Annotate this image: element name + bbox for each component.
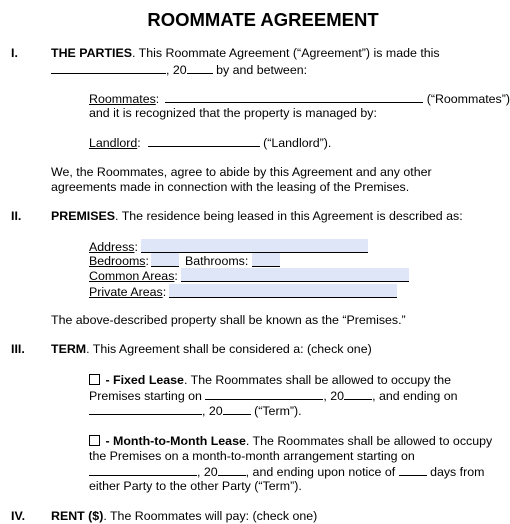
fixed-lease-checkbox[interactable] xyxy=(89,374,100,385)
roommates-suffix: (“Roommates”) xyxy=(423,92,510,106)
section-term-line xyxy=(51,342,372,357)
fixed-lease-title: Fixed Lease xyxy=(113,373,184,387)
bathrooms-label: Bathrooms: xyxy=(184,254,249,268)
fixed-start-text: Premises starting on xyxy=(89,389,206,403)
agreement-year-field[interactable] xyxy=(187,62,213,74)
term-intro-text: . This Agreement shall be considered a: (check one) xyxy=(86,342,372,356)
m2m-dash: - xyxy=(102,434,114,448)
premises-known-text: The above-described property shall be known as the “Premises.” xyxy=(51,313,406,327)
private-areas-line: Private Areas: xyxy=(89,284,397,300)
address-field[interactable] xyxy=(141,239,368,253)
rent-intro-text: . The Roommates will pay: (check one) xyxy=(103,509,318,523)
m2m-year-prefix: , 20 xyxy=(197,465,218,479)
section-parties-line1 xyxy=(51,46,440,61)
m2m-notice-days-field[interactable] xyxy=(399,464,427,476)
section-number-2: II. xyxy=(11,209,22,223)
section-parties-line2 xyxy=(51,62,307,78)
m2m-lease-line3 xyxy=(89,464,484,480)
fixed-start-year-field[interactable] xyxy=(344,388,372,400)
m2m-start-date-field[interactable] xyxy=(89,464,197,476)
m2m-year-field[interactable] xyxy=(218,464,246,476)
section-premises-line xyxy=(51,209,463,224)
section-number-3: III. xyxy=(11,342,25,356)
m2m-lease-line1 xyxy=(89,434,492,449)
fixed-ending-text: , and ending on xyxy=(372,389,458,403)
m2m-lease-line4: either Party to the other Party (“Term”). xyxy=(89,479,302,493)
m2m-notice-text: , and ending upon notice of xyxy=(245,465,399,479)
fixed-end-year-field[interactable] xyxy=(223,403,251,415)
roommates-line: Roommates: (“Roommates”) xyxy=(89,92,510,106)
section-number-1: I. xyxy=(11,46,18,60)
bathrooms-field[interactable] xyxy=(252,253,280,267)
landlord-line: Landlord: (“Landlord”). xyxy=(89,136,332,150)
fixed-end-date-field[interactable] xyxy=(89,403,202,415)
section-heading-parties: THE PARTIES xyxy=(51,46,133,60)
common-areas-field[interactable] xyxy=(181,268,409,282)
m2m-days-from-text: days from xyxy=(426,465,485,479)
bedrooms-field[interactable] xyxy=(151,253,179,267)
landlord-field[interactable] xyxy=(148,135,260,147)
section-heading-term: TERM xyxy=(51,342,87,356)
common-areas-label: Common Areas xyxy=(89,269,175,283)
address-line: Address: xyxy=(89,239,368,255)
section-number-4: IV. xyxy=(11,509,26,523)
abide-para-line2: agreements made in connection with the leasing of the Premises. xyxy=(51,180,410,194)
section-heading-premises: PREMISES xyxy=(51,209,116,223)
parties-intro-text: . This Roommate Agreement (“Agreement”) is made this xyxy=(132,46,440,60)
landlord-label: Landlord xyxy=(89,136,138,150)
by-and-between-text: by and between: xyxy=(212,63,308,77)
section-heading-rent: RENT ($) xyxy=(51,509,104,523)
fixed-end-year-prefix: , 20 xyxy=(202,404,223,418)
premises-intro-text: . The residence being leased in this Agreement is described as: xyxy=(115,209,463,223)
private-areas-label: Private Areas xyxy=(89,285,163,299)
m2m-lease-line2: the Premises on a month-to-month arrangement starting on xyxy=(89,449,415,463)
roommates-label: Roommates xyxy=(89,92,156,106)
common-areas-line: Common Areas: xyxy=(89,268,409,284)
agreement-day-field[interactable] xyxy=(51,62,166,74)
private-areas-field[interactable] xyxy=(169,284,397,298)
landlord-suffix: (“Landlord”). xyxy=(259,136,332,150)
m2m-lease-text: . The Roommates shall be allowed to occupy xyxy=(245,434,493,448)
fixed-lease-line1 xyxy=(89,373,451,388)
m2m-lease-checkbox[interactable] xyxy=(89,435,100,446)
fixed-dash: - xyxy=(102,373,114,387)
recognized-text: and it is recognized that the property is managed by: xyxy=(89,106,377,120)
rooms-line: Bedrooms: Bathrooms: xyxy=(89,253,280,269)
bedrooms-label: Bedrooms xyxy=(89,254,146,268)
document-title: ROOMMATE AGREEMENT xyxy=(147,9,379,30)
roommates-field[interactable] xyxy=(165,91,423,103)
fixed-lease-line2 xyxy=(89,388,458,404)
abide-para-line1: We, the Roommates, agree to abide by this Agreement and any other xyxy=(51,165,432,179)
fixed-lease-line3 xyxy=(89,403,302,419)
address-label: Address xyxy=(89,240,135,254)
fixed-start-date-field[interactable] xyxy=(205,388,323,400)
m2m-lease-title: Month-to-Month Lease xyxy=(113,434,246,448)
fixed-start-year-prefix: , 20 xyxy=(323,389,345,403)
year-prefix: , 20 xyxy=(166,63,187,77)
fixed-lease-text: . The Roommates shall be allowed to occupy the xyxy=(183,373,451,387)
fixed-term-text: (“Term”). xyxy=(250,404,302,418)
